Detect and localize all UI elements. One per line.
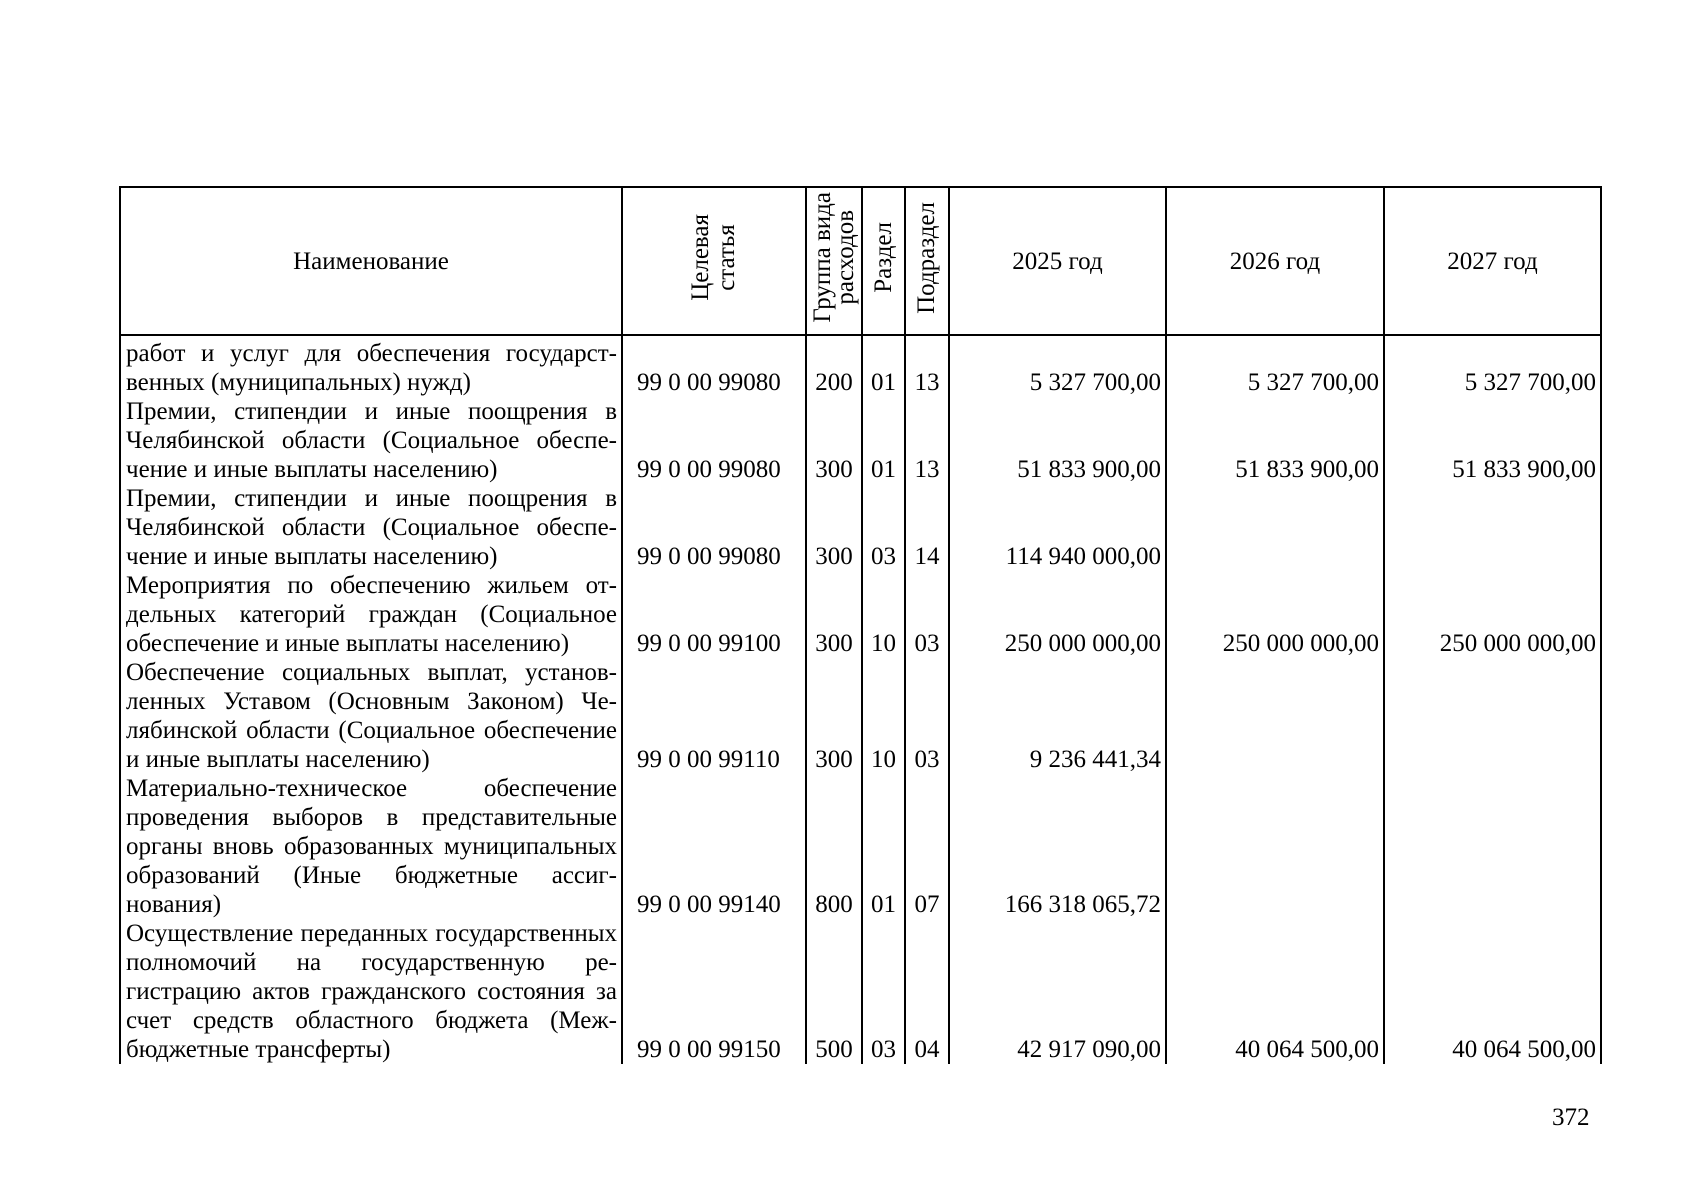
row-amount-2027: 51 833 900,00 [1384,397,1601,484]
row-amount-2025: 114 940 000,00 [949,484,1166,571]
row-section: 03 [862,919,905,1064]
header-expense-group [806,187,862,335]
table-row [120,658,1601,774]
row-subsection: 03 [905,571,949,658]
row-amount-2025: 42 917 090,00 [949,919,1166,1064]
header-expense-group-label: Группа вида расходов [809,192,859,323]
header-2027: 2027 год [1384,187,1601,335]
header-2026: 2026 год [1166,187,1384,335]
header-section [862,187,905,335]
row-section: 03 [862,484,905,571]
row-target-article: 99 0 00 99110 [622,658,806,774]
header-name: Наименование [120,187,622,335]
row-target-article: 99 0 00 99140 [622,774,806,919]
header-subsection-label: Подраздел [913,201,940,314]
row-subsection: 03 [905,658,949,774]
row-amount-2026: 250 000 000,00 [1166,571,1384,658]
row-target-article: 99 0 00 99100 [622,571,806,658]
table-header-row [120,187,1601,335]
table-row [120,919,1601,1064]
page-number: 372 [1552,1104,1590,1131]
row-name: Материально-техническое обеспечение проведения выборов в представительные органы вновь образованных муниципальных образований (Иные бюджетные ассигнования) [120,774,622,919]
row-expense-group: 300 [806,397,862,484]
row-name: Премии, стипендии и иные поощрения в Челябинской области (Социальное обеспечение и иные выплаты населению) [120,397,622,484]
row-section: 10 [862,571,905,658]
row-expense-group: 300 [806,484,862,571]
row-expense-group: 500 [806,919,862,1064]
row-amount-2025: 5 327 700,00 [949,335,1166,397]
row-target-article: 99 0 00 99150 [622,919,806,1064]
row-section: 10 [862,658,905,774]
row-amount-2027: 40 064 500,00 [1384,919,1601,1064]
row-subsection: 14 [905,484,949,571]
row-subsection: 04 [905,919,949,1064]
row-amount-2026 [1166,658,1384,774]
row-amount-2025: 166 318 065,72 [949,774,1166,919]
header-section-label: Раздел [869,222,897,293]
row-target-article: 99 0 00 99080 [622,397,806,484]
row-amount-2027: 250 000 000,00 [1384,571,1601,658]
table-row [120,397,1601,484]
table-row [120,571,1601,658]
row-amount-2026: 40 064 500,00 [1166,919,1384,1064]
table-row [120,774,1601,919]
row-expense-group: 300 [806,571,862,658]
row-section: 01 [862,774,905,919]
row-subsection: 13 [905,397,949,484]
row-amount-2025: 51 833 900,00 [949,397,1166,484]
row-amount-2026 [1166,774,1384,919]
row-expense-group: 300 [806,658,862,774]
row-amount-2026: 51 833 900,00 [1166,397,1384,484]
row-amount-2027 [1384,484,1601,571]
row-amount-2025: 9 236 441,34 [949,658,1166,774]
row-name: Осуществление переданных государственных полномочий на государственную регистрацию актов гражданского состояния за счет средств областного бюджета (Межбюджетные трансферты) [120,919,622,1064]
row-amount-2025: 250 000 000,00 [949,571,1166,658]
table-row [120,335,1601,397]
row-name: Мероприятия по обеспечению жильем отдельных категорий граждан (Социальное обеспечение и иные выплаты населению) [120,571,622,658]
budget-table [119,186,1602,1064]
row-name: Обеспечение социальных выплат, установленных Уставом (Основным Законом) Челябинской области (Социальное обеспечение и иные выплаты населению) [120,658,622,774]
row-name: работ и услуг для обеспечения государственных (муниципальных) нужд) [120,335,622,397]
row-target-article: 99 0 00 99080 [622,335,806,397]
header-subsection [905,187,949,335]
header-target-article [622,187,806,335]
row-amount-2027: 5 327 700,00 [1384,335,1601,397]
table-row [120,484,1601,571]
row-section: 01 [862,397,905,484]
row-expense-group: 200 [806,335,862,397]
row-expense-group: 800 [806,774,862,919]
row-name: Премии, стипендии и иные поощрения в Челябинской области (Социальное обеспечение и иные выплаты населению) [120,484,622,571]
row-target-article: 99 0 00 99080 [622,484,806,571]
row-amount-2027 [1384,658,1601,774]
row-amount-2027 [1384,774,1601,919]
header-target-article-label: Целевая статья [687,214,740,301]
row-subsection: 13 [905,335,949,397]
row-amount-2026 [1166,484,1384,571]
row-subsection: 07 [905,774,949,919]
header-2025: 2025 год [949,187,1166,335]
row-amount-2026: 5 327 700,00 [1166,335,1384,397]
row-section: 01 [862,335,905,397]
